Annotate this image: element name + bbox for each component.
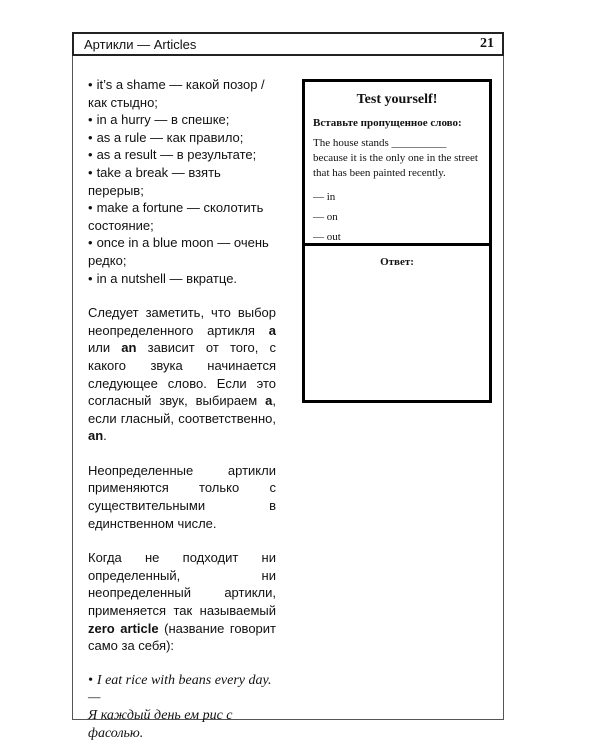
bullet-icon: • (88, 235, 93, 251)
test-question-panel (305, 82, 489, 246)
bullet-icon: • (88, 77, 93, 92)
test-yourself-box (302, 79, 492, 403)
example-english: I eat rice with beans every day. — (88, 672, 272, 706)
page-number: 21 (480, 36, 494, 51)
bullet-icon: • (88, 164, 93, 180)
test-title: Test yourself! (356, 92, 438, 107)
running-head-title: Артикли — Articles (84, 37, 197, 52)
bullet-icon: • (88, 112, 93, 128)
list-item: • make a fortune — сколотить состояние; (88, 200, 264, 233)
answer-label: Ответ: (380, 256, 414, 268)
test-instruction: Вставьте пропущенное слово: (313, 117, 462, 129)
list-item: • as a result — в результате; (88, 147, 257, 163)
bullet-icon: • (88, 200, 93, 216)
test-sentence: The house stands __________ because it is the only one in the street that has been painted recently. (313, 137, 478, 179)
bullet-icon: • (88, 672, 93, 688)
phrase-list (88, 76, 276, 287)
list-item: • as a rule — как правило; (88, 129, 244, 145)
list-item: • in a nutshell — вкратце. (88, 270, 238, 286)
answer-options (313, 187, 481, 247)
paragraph-article-choice: Следует заметить, что выбор неопределенного артикля a или an зависит от того, с какого звука начинается следующее слово. Если это согласный звук, выбираем a, если гласный, соответственно, an. (88, 305, 276, 444)
bullet-icon: • (88, 270, 93, 286)
paragraph-singular-usage: Неопределенные артикли применяются только с существительными в единственном числе. (88, 462, 276, 531)
bullet-icon: • (88, 147, 93, 163)
list-item: • in a hurry — в спешке; (88, 112, 230, 128)
answer-option: — out (313, 231, 341, 243)
running-head (72, 32, 504, 56)
list-item: • it’s a shame — какой позор / как стыдно; (88, 77, 265, 110)
bullet-icon: • (88, 129, 93, 145)
answer-option: — on (313, 211, 338, 223)
paragraph-zero-article: Когда не подходит ни определенный, ни неопределенный артикли, применяется так называемый zero article (название говорит само за себя): (88, 550, 276, 654)
example-russian: Я каждый день ем рис с фасолью. (88, 708, 233, 741)
main-text-column (88, 76, 276, 742)
answer-panel (305, 246, 489, 268)
list-item: • once in a blue moon — очень редко; (88, 235, 269, 268)
example-sentence (88, 672, 276, 742)
answer-option: — in (313, 191, 336, 203)
list-item: • take a break — взять перерыв; (88, 164, 221, 198)
